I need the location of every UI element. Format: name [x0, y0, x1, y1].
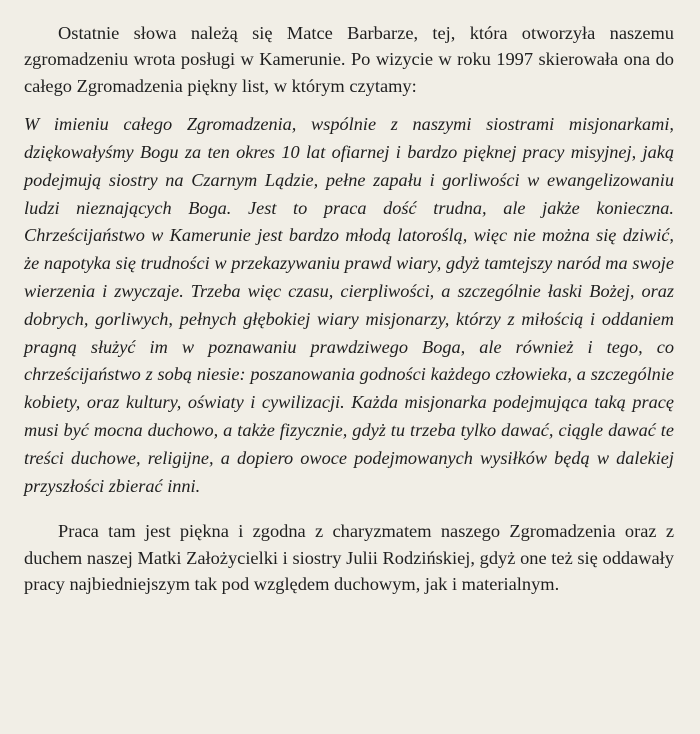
- document-page: [24, 20, 674, 598]
- intro-paragraph: Ostatnie słowa należą się Matce Barbarze, tej, która otworzyła naszemu zgromadzeniu wrota posługi w Kamerunie. Po wizycie w roku 1997 skierowała ona do całego Zgromadzenia piękny list, w którym czytamy:: [24, 23, 674, 96]
- quoted-letter: W imieniu całego Zgromadzenia, wspólnie z naszymi siostrami misjonarkami, dziękowałyśmy Bogu za ten okres 10 lat ofiarnej i bardzo pięknej pracy misyjnej, jaką podejmują siostry na Czarnym Lądzie, pełne zapału i gorliwości w ewangelizowaniu ludzi nieznających Boga. Jest to praca dość trudna, ale jakże konieczna. Chrześcijaństwo w Kamerunie jest bardzo młodą latoroślą, więc nie można się dziwić, że napotyka się trudności w przekazywaniu prawd wiary, gdyż tamtejszy naród ma swoje wierzenia i zwyczaje. Trzeba więc czasu, cierpliwości, a szczególnie łaski Bożej, oraz dobrych, gorliwych, pełnych głębokiej wiary misjonarzy, którzy z miłością i oddaniem pragną służyć im w poznawaniu prawdziwego Boga, ale również i tego, co chrześcijaństwo z sobą niesie: poszanowania godności każdego człowieka, a szczególnie kobiety, oraz kultury, oświaty i cywilizacji. Każda misjonarka podejmująca taką pracę musi być mocna duchowo, a także fizycznie, gdyż tu trzeba tylko dawać, ciągle dawać te treści duchowe, religijne, a dopiero owoce podejmowanych wysiłków będą w dalekiej przyszłości zbierać inni.: [24, 114, 674, 496]
- closing-paragraph: Praca tam jest piękna i zgodna z charyzmatem naszego Zgromadzenia oraz z duchem naszej Matki Założycielki i siostry Julii Rodzińskiej, gdyż one też się oddawały pracy najbiedniejszym tak pod względem duchowym, jak i materialnym.: [24, 521, 674, 595]
